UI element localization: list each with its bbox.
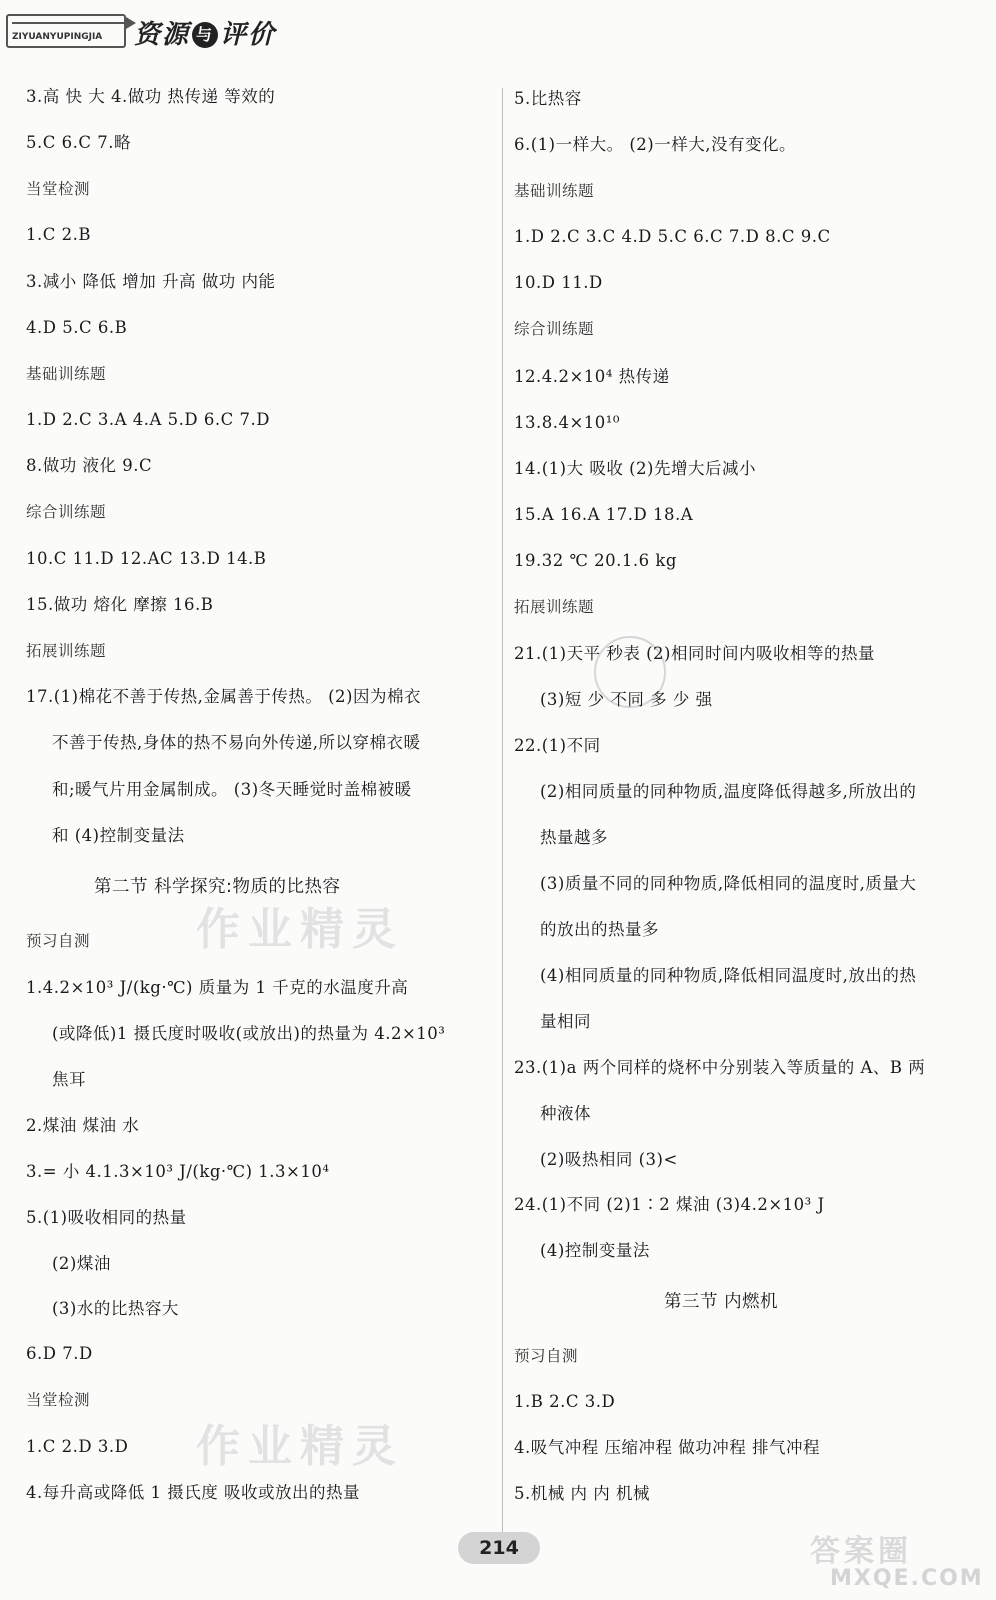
answer-line: (2)吸热相同 (3)< <box>540 1150 678 1169</box>
answer-line: 6.D 7.D <box>26 1344 93 1363</box>
series-title <box>134 14 276 51</box>
section-label: 拓展训练题 <box>514 598 595 616</box>
answer-line: 4.每升高或降低 1 摄氏度 吸收或放出的热量 <box>26 1483 360 1502</box>
answer-line: 和 (4)控制变量法 <box>52 826 185 845</box>
answer-line: 24.(1)不同 (2)1∶2 煤油 (3)4.2×10³ J <box>514 1195 825 1214</box>
answer-line: 1.D 2.C 3.C 4.D 5.C 6.C 7.D 8.C 9.C <box>514 227 831 246</box>
section-heading: 第二节 科学探究:物质的比热容 <box>94 877 341 897</box>
answer-line: 23.(1)a 两个同样的烧杯中分别装入等质量的 A、B 两 <box>514 1058 926 1077</box>
answer-line: 1.4.2×10³ J/(kg·℃) 质量为 1 千克的水温度升高 <box>26 978 409 997</box>
section-label: 拓展训练题 <box>26 642 107 660</box>
answer-line: 6.(1)一样大。 (2)一样大,没有变化。 <box>514 135 796 154</box>
answer-line: 2.煤油 煤油 水 <box>26 1116 140 1135</box>
corner-watermark <box>790 1526 990 1596</box>
answer-line: 12.4.2×10⁴ 热传递 <box>514 367 670 386</box>
answer-line: 21.(1)天平 秒表 (2)相同时间内吸收相等的热量 <box>514 644 875 663</box>
watermark-text: 作业精灵 <box>196 904 404 955</box>
section-label: 预习自测 <box>26 932 91 950</box>
answer-line: 和;暖气片用金属制成。 (3)冬天睡觉时盖棉被暖 <box>52 780 412 799</box>
answer-line: 量相同 <box>540 1012 591 1031</box>
series-title-part-1: 资源 <box>134 20 191 50</box>
page-header <box>0 0 996 58</box>
page-number: 214 <box>458 1532 540 1564</box>
answer-line: 5.C 6.C 7.略 <box>26 133 131 152</box>
section-label: 基础训练题 <box>514 182 595 200</box>
corner-watermark-logo: 答案圈 <box>810 1534 912 1569</box>
answer-line: 5.比热容 <box>514 89 582 108</box>
logo-pinyin: ZIYUANYUPINGJIA <box>12 32 103 42</box>
answer-line: 13.8.4×10¹⁰ <box>514 413 621 432</box>
answer-line: (2)相同质量的同种物质,温度降低得越多,所放出的 <box>540 782 917 801</box>
answer-line: 3.高 快 大 4.做功 热传递 等效的 <box>26 87 276 106</box>
answer-line: 4.D 5.C 6.B <box>26 318 128 337</box>
answer-line: (3)短 少 不同 多 少 强 <box>540 690 713 709</box>
answer-line: 3.减小 降低 增加 升高 做功 内能 <box>26 272 276 291</box>
answer-line: 热量越多 <box>540 828 608 847</box>
answer-line: (3)质量不同的同种物质,降低相同的温度时,质量大 <box>540 874 917 893</box>
answer-line: 5.机械 内 内 机械 <box>514 1484 650 1503</box>
answer-line: 3.= 小 4.1.3×10³ J/(kg·℃) 1.3×10⁴ <box>26 1162 330 1181</box>
answer-line: 15.做功 熔化 摩擦 16.B <box>26 595 214 614</box>
answer-line: 1.D 2.C 3.A 4.A 5.D 6.C 7.D <box>26 410 270 429</box>
answer-line: 种液体 <box>540 1104 591 1123</box>
section-label: 综合训练题 <box>514 320 595 338</box>
section-label: 预习自测 <box>514 1347 579 1365</box>
answer-line: 1.B 2.C 3.D <box>514 1392 616 1411</box>
series-title-part-2: 评价 <box>220 20 277 50</box>
answer-line: 8.做功 液化 9.C <box>26 456 153 475</box>
answer-line: 10.D 11.D <box>514 273 603 292</box>
answer-line: (2)煤油 <box>52 1254 111 1273</box>
answer-line: 焦耳 <box>52 1070 86 1089</box>
logo-arrow-icon <box>12 22 128 24</box>
answer-line: 5.(1)吸收相同的热量 <box>26 1208 187 1227</box>
answer-line: (3)水的比热容大 <box>52 1299 179 1318</box>
section-label: 综合训练题 <box>26 503 107 521</box>
answer-line: 不善于传热,身体的热不易向外传递,所以穿棉衣暖 <box>52 733 421 752</box>
answer-line: (或降低)1 摄氏度时吸收(或放出)的热量为 4.2×10³ <box>52 1024 446 1043</box>
answer-line: (4)控制变量法 <box>540 1241 650 1260</box>
answer-line: (4)相同质量的同种物质,降低相同温度时,放出的热 <box>540 966 917 985</box>
section-heading: 第三节 内燃机 <box>664 1292 779 1312</box>
corner-watermark-url: MXQE.COM <box>830 1566 984 1591</box>
section-label: 基础训练题 <box>26 365 107 383</box>
watermark-text: 作业精灵 <box>196 1421 404 1472</box>
answer-line: 4.吸气冲程 压缩冲程 做功冲程 排气冲程 <box>514 1438 820 1457</box>
section-label: 当堂检测 <box>26 180 91 198</box>
answer-line: 22.(1)不同 <box>514 736 601 755</box>
answer-line: 14.(1)大 吸收 (2)先增大后减小 <box>514 459 756 478</box>
section-label: 当堂检测 <box>26 1391 91 1409</box>
answer-line: 17.(1)棉花不善于传热,金属善于传热。 (2)因为棉衣 <box>26 687 421 706</box>
series-logo <box>6 14 126 48</box>
answer-line: 1.C 2.D 3.D <box>26 1437 129 1456</box>
series-title-and-badge: 与 <box>192 22 218 48</box>
answer-line: 的放出的热量多 <box>540 920 659 939</box>
answer-line: 1.C 2.B <box>26 225 91 244</box>
answer-line: 19.32 ℃ 20.1.6 kg <box>514 551 677 570</box>
answer-line: 15.A 16.A 17.D 18.A <box>514 505 694 524</box>
answer-line: 10.C 11.D 12.AC 13.D 14.B <box>26 549 267 568</box>
column-divider <box>502 88 503 1543</box>
